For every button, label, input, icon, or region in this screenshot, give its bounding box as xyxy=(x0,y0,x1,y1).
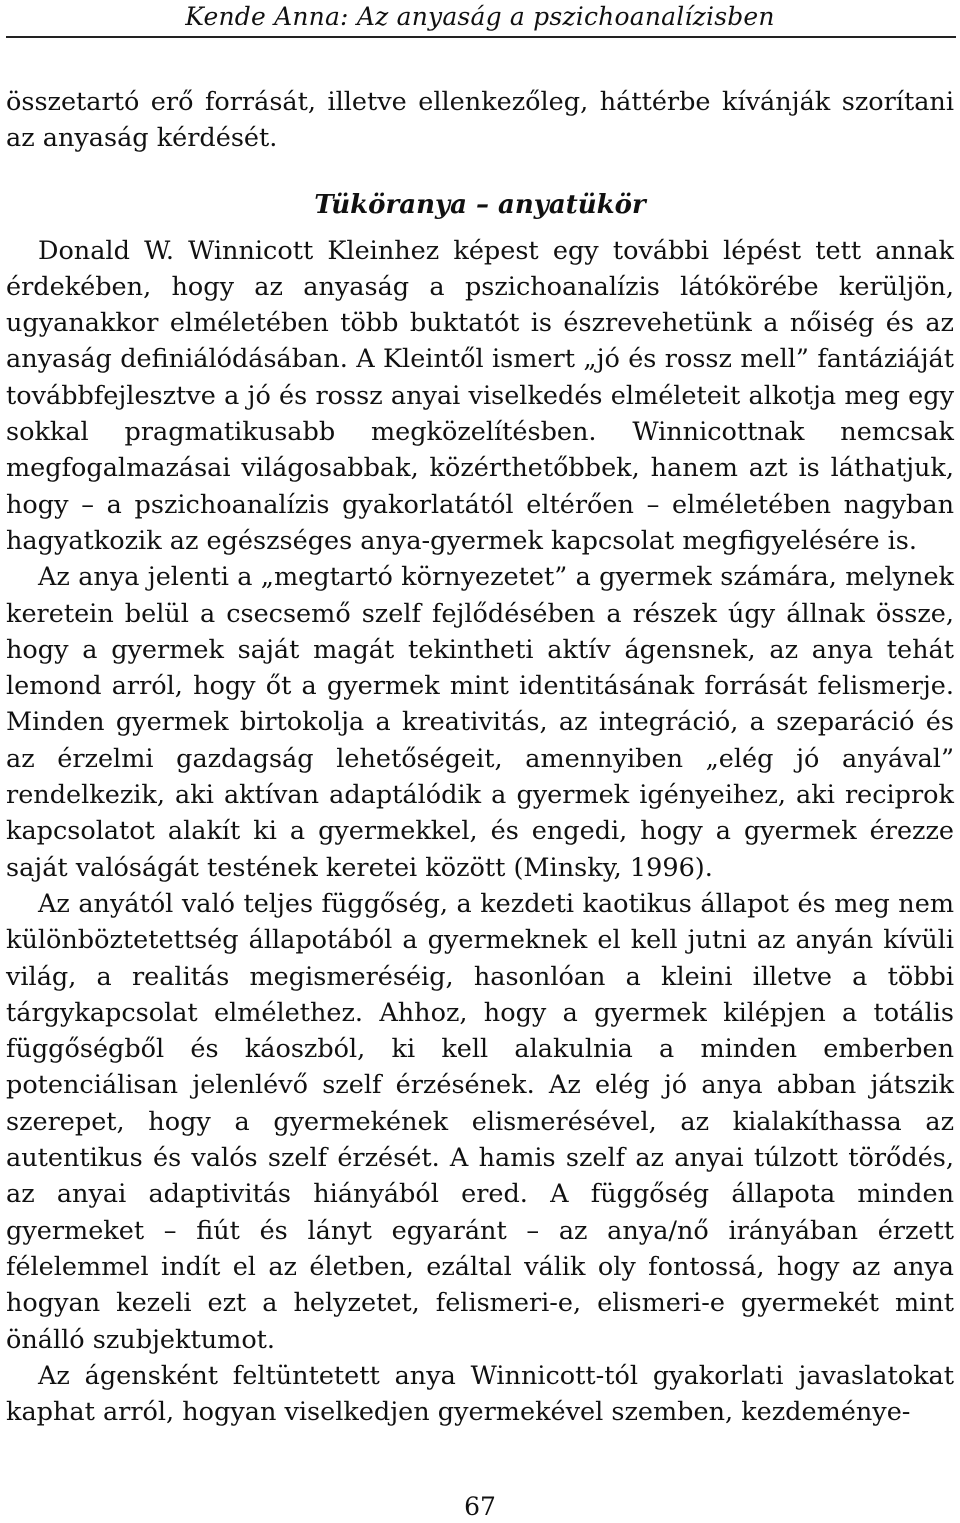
section-heading: Tüköranya – anyatükör xyxy=(314,189,646,220)
paragraph-3: Az anyától való teljes függőség, a kezdeti kaotikus állapot és meg nem különböztetettség állapotából a gyermeknek el kell jutni az anyán kívüli világ, a realitás megismeréséig, hasonlóan a kleini illetve a többi tárgykapcsolat elmélethez. Ahhoz, hogy a gyermek kilépjen a totális függőségből és káoszból, ki kell alakulnia a minden emberben potenciálisan jelenlévő szelf érzésének. Az elég jó anya abban játszik szerepet, hogy a gyermekének elismerésével, az kialakíthassa az autentikus és valós szelf érzését. A hamis szelf az anyai túlzott törődés, az anyai adaptivitás hiányából ered. A függőség állapota minden gyermeket – fiút és lányt egyaránt – az anya/nő irányában érzett félelemmel indít el az életben, ezáltal válik oly fontossá, hogy az anya hogyan kezeli ezt a helyzetet, felismeri-e, elismeri-e gyermekét mint önálló szubjektumot. xyxy=(6,888,954,1355)
paragraph-2: Az anya jelenti a „megtartó környezetet” a gyermek számára, melynek keretein belül a csecsemő szelf fejlődésében a részek úgy állnak össze, hogy a gyermek saját magát tekintheti aktív ágensnek, az anya tehát lemond arról, hogy őt a gyermek mint identitásának forrását felismerje. Minden gyermek birtokolja a kreativitás, az integráció, a szeparáció és az érzelmi gazdagság lehetőségeit, amennyiben „elég jó anyával” rendelkezik, aki aktívan adaptálódik a gyermek igényeihez, aki reciprok kapcsolatot alakít ki a gyermekkel, és engedi, hogy a gyermek érezze saját valóságát testének keretei között (Minsky, 1996). xyxy=(6,562,954,883)
header-rule xyxy=(6,36,956,38)
paragraph-intro: összetartó erő forrását, illetve ellenkezőleg, háttérbe kívánják szorítani az anyaság kérdését. xyxy=(6,87,954,154)
running-head: Kende Anna: Az anyaság a pszichoanalízisben xyxy=(185,2,775,31)
page-number: 67 xyxy=(464,1492,496,1521)
paragraph-4: Az ágensként feltüntetett anya Winnicott-tól gyakorlati javaslatokat kaphat arról, hogyan viselkedjen gyermekével szemben, kezdeménye- xyxy=(6,1360,954,1428)
body-text xyxy=(6,84,954,1430)
paragraph-1: Donald W. Winnicott Kleinhez képest egy további lépést tett annak érdekében, hogy az anyaság a pszichoanalízis látókörébe kerüljön, ugyanakkor elméletében több buktatót is észrevehetünk a nőiség és az anyaság definiálódásában. A Kleintől ismert „jó és rossz mell” fantáziáját továbbfejlesztve a jó és rossz anyai viselkedés elméleteit alkotja meg egy sokkal pragmatikusabb megközelítésben. Winnicottnak nemcsak megfogalmazásai világosabbak, közérthetőbbek, hanem azt is láthatjuk, hogy – a pszichoanalízis gyakorlatától eltérően – elméletében nagyban hagyatkozik az egészséges anya-gyermek kapcsolat megfigyelésére is. xyxy=(6,235,954,556)
